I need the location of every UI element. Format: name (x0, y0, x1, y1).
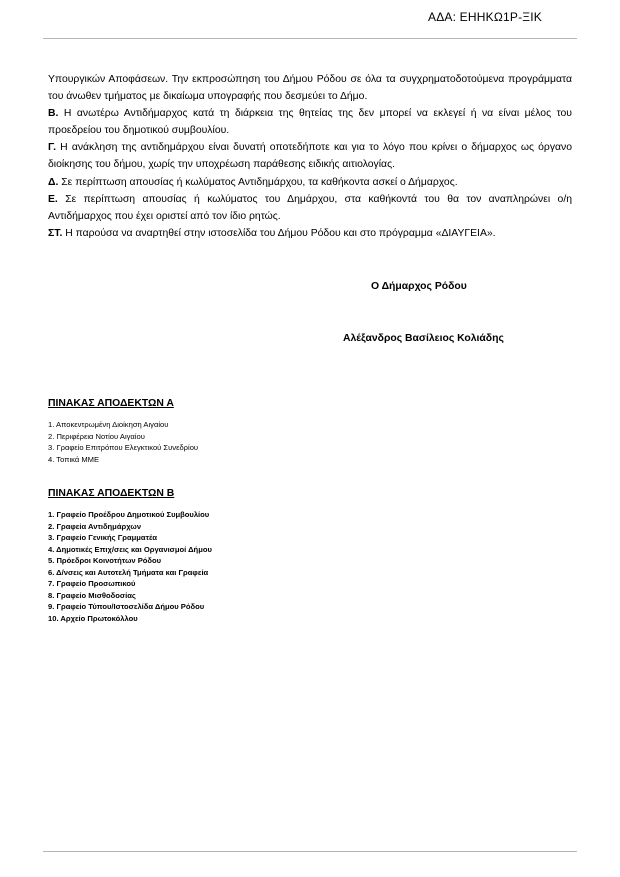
paragraph-text: Η ανάκληση της αντιδημάρχου είναι δυνατή οποτεδήποτε και για το λόγο που κρίνει ο δήμαρχος ως όργανο διοίκησης του δήμου, χωρίς την υποχρέωση παράθεσης ειδικής αιτιολογίας. (48, 142, 573, 171)
header-divider (43, 38, 577, 39)
paragraph-marker: Δ. (48, 176, 59, 188)
list-item: 6. Δ/νσεις και Αυτοτελή Τμήματα και Γραφεία (48, 567, 209, 577)
paragraph-marker: ΣΤ. (48, 227, 63, 239)
list-item: 9. Γραφείο Τύπου/Ιστοσελίδα Δήμου Ρόδου (48, 602, 205, 611)
signatory-name: Αλέξανδρος Βασίλειος Κολιάδης (343, 333, 504, 344)
list-item: 8. Γραφείο Μισθοδοσίας (48, 590, 136, 600)
paragraph-b (48, 105, 572, 139)
signatory-role: Ο Δήμαρχος Ρόδου (371, 281, 467, 292)
paragraph-text: Η παρούσα να αναρτηθεί στην ιστοσελίδα του Δήμου Ρόδου και στο πρόγραμμα «ΔΙΑΥΓΕΙΑ». (65, 227, 496, 239)
list-item: 10. Αρχείο Πρωτοκόλλου (48, 613, 138, 623)
paragraph-g (48, 139, 572, 173)
list-item: 7. Γραφείο Προσωπικού (48, 579, 136, 588)
recipients-list-b (48, 509, 212, 624)
list-item: 2. Περιφέρεια Νοτίου Αιγαίου (48, 431, 145, 441)
list-item: 3. Γραφείο Γενικής Γραμματέα (48, 533, 158, 542)
paragraph-text: Σε περίπτωση απουσίας ή κωλύματος Αντιδημάρχου, τα καθήκοντα ασκεί ο Δήμαρχος. (61, 176, 458, 188)
paragraph-marker: Β. (48, 108, 59, 120)
ada-code: ΑΔΑ: ΕΗΗΚΩ1Ρ-ΞΙΚ (427, 10, 542, 24)
list-item: 1. Γραφείο Προέδρου Δημοτικού Συμβουλίου (48, 510, 210, 519)
list-item: 3. Γραφείο Επιτρόπου Ελεγκτικού Συνεδρίου (48, 443, 199, 452)
list-item: 2. Γραφεία Αντιδημάρχων (48, 521, 142, 531)
paragraph-marker: Ε. (48, 193, 58, 205)
paragraph-st (48, 225, 572, 242)
recipients-title-a: ΠΙΝΑΚΑΣ ΑΠΟΔΕΚΤΩΝ Α (48, 398, 174, 409)
list-item: 5. Πρόεδροι Κοινοτήτων Ρόδου (48, 556, 162, 565)
recipients-table-a (48, 397, 198, 465)
paragraph-text: Η ανωτέρω Αντιδήμαρχος κατά τη διάρκεια της θητείας της δεν μπορεί να εκλεγεί ή να είναι μέλος του προεδρείου του δημοτικού συμβουλίου. (48, 108, 572, 137)
list-item: 1. Αποκεντρωμένη Διοίκηση Αιγαίου (48, 420, 169, 429)
paragraph-text: Σε περίπτωση απουσίας ή κωλύματος του Δημάρχου, στα καθήκοντά του θα τον αναπληρώνει ο/η Αντιδήμαρχος που έχει οριστεί από τον ίδιο ρητώς. (48, 193, 572, 222)
paragraph-d (48, 174, 572, 191)
list-item: 4. Τοπικά ΜΜΕ (48, 454, 100, 464)
paragraph-marker: Γ. (48, 142, 56, 154)
footer-divider (43, 851, 577, 852)
recipients-table-b (48, 487, 212, 624)
paragraph-e (48, 191, 572, 225)
recipients-list-a (48, 419, 198, 465)
intro-paragraph: Υπουργικών Αποφάσεων. Την εκπροσώπηση του Δήμου Ρόδου σε όλα τα συγχρηματοδοτούμενα προγράμματα του άνωθεν τμήματος με δικαίωμα υπογραφής που δεσμεύει το Δήμο. (48, 74, 572, 103)
recipients-title-b: ΠΙΝΑΚΑΣ ΑΠΟΔΕΚΤΩΝ Β (48, 488, 175, 499)
list-item: 4. Δημοτικές Επιχ/σεις και Οργανισμοί Δήμου (48, 544, 212, 554)
decision-body (48, 71, 572, 242)
